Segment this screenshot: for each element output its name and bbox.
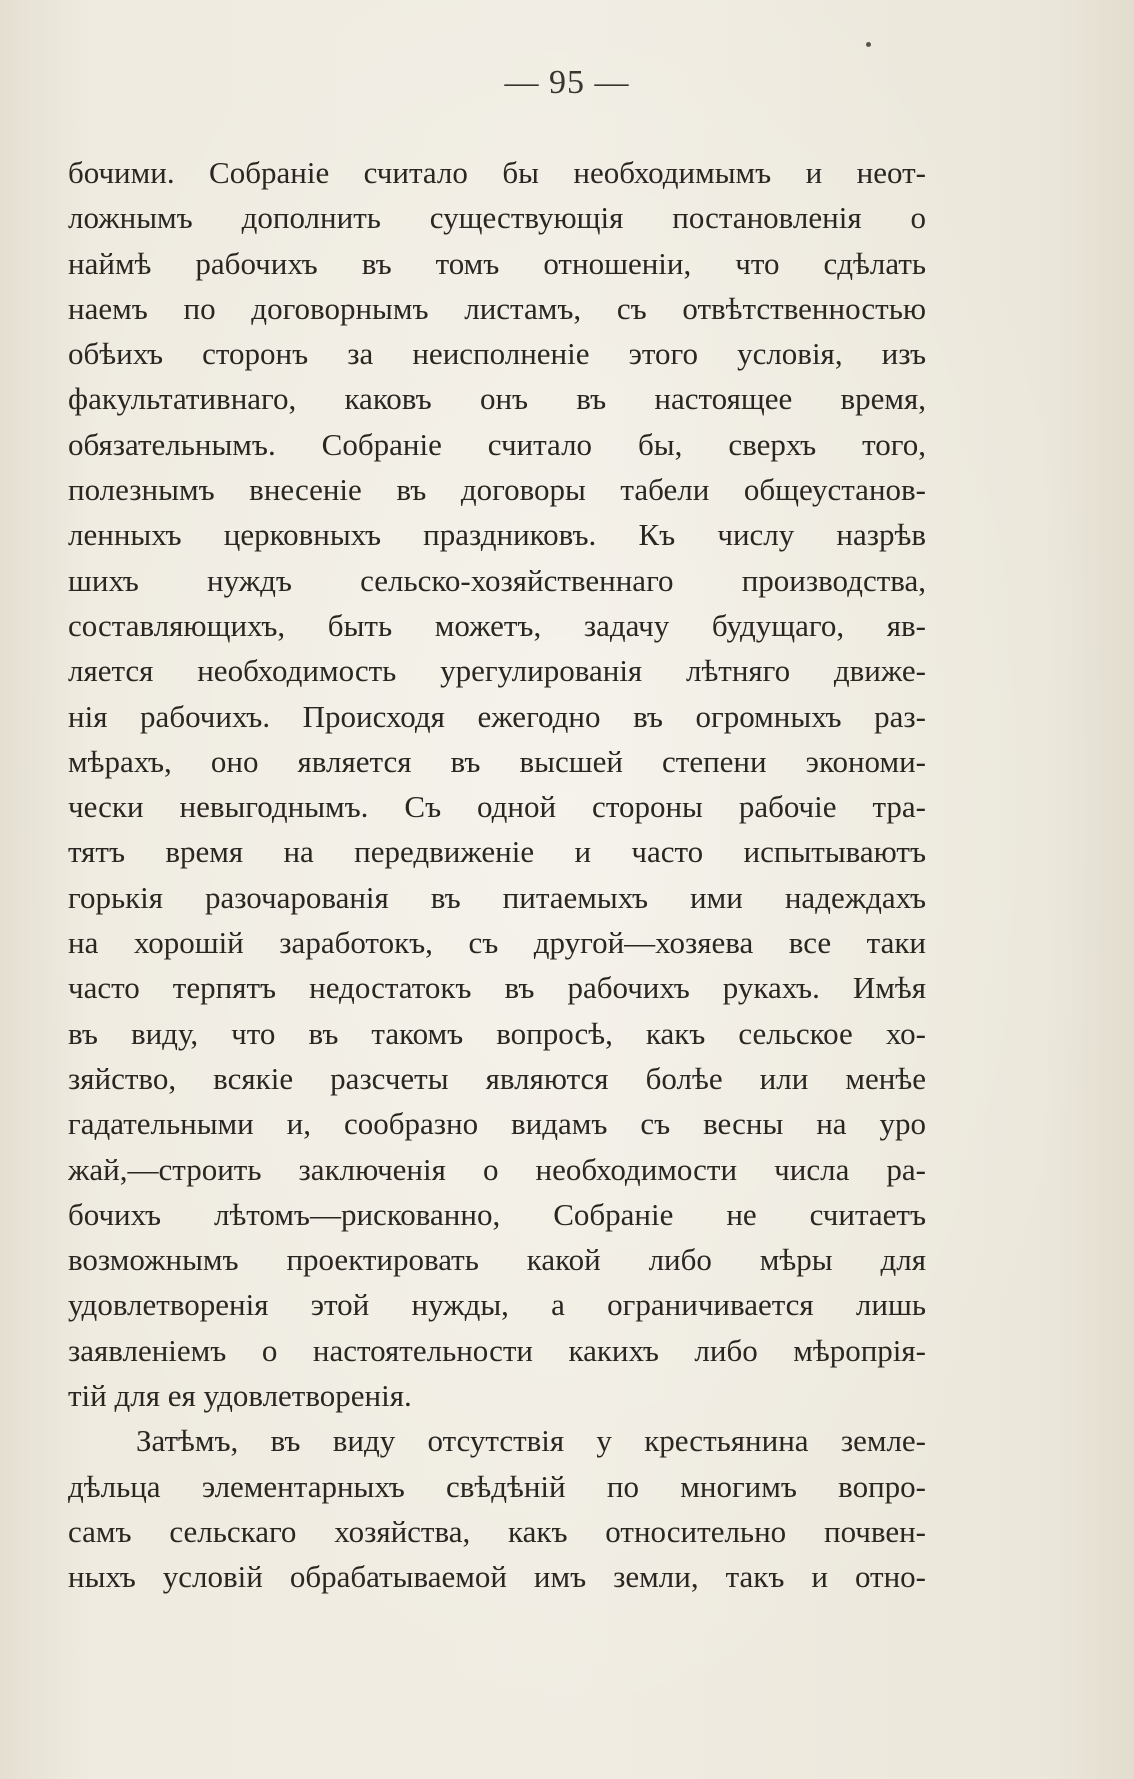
- text-line: обѣихъ сторонъ за неисполненіе этого условія, изъ: [68, 336, 926, 372]
- body-text: [68, 150, 926, 1600]
- text-line: факультативнаго, каковъ онъ въ настоящее время,: [68, 381, 926, 417]
- text-line: ленныхъ церковныхъ праздниковъ. Къ числу назрѣв: [68, 517, 926, 553]
- text-line: ныхъ условій обрабатываемой имъ земли, такъ и отно-: [68, 1559, 926, 1595]
- text-line: бочими. Собраніе считало бы необходимымъ и неот-: [68, 155, 926, 190]
- text-line: ложнымъ дополнить существующія постановленія о: [68, 200, 926, 236]
- text-line: чески невыгоднымъ. Съ одной стороны рабочіе тра-: [68, 789, 926, 825]
- text-line: бочихъ лѣтомъ—рискованно, Собраніе не считаетъ: [68, 1196, 926, 1232]
- text-line: въ виду, что въ такомъ вопросѣ, какъ сельское хо-: [68, 1015, 926, 1051]
- text-line: тятъ время на передвиженіе и часто испытываютъ: [68, 834, 926, 870]
- text-line: составляющихъ, быть можетъ, задачу будущаго, яв-: [68, 607, 926, 643]
- text-line: горькія разочарованія въ питаемыхъ ими надеждахъ: [68, 879, 926, 915]
- text-line: ляется необходимость урегулированія лѣтняго движе-: [68, 653, 926, 689]
- text-line: самъ сельскаго хозяйства, какъ относительно почвен-: [68, 1513, 926, 1549]
- text-line: мѣрахъ, оно является въ высшей степени экономи-: [68, 743, 926, 779]
- text-line: удовлетворенія этой нужды, а ограничивается лишь: [68, 1287, 926, 1323]
- text-line: наймѣ рабочихъ въ томъ отношеніи, что сдѣлать: [68, 245, 926, 281]
- text-line: тій для ея удовлетворенія.: [68, 1378, 412, 1414]
- text-line: возможнымъ проектировать какой либо мѣры для: [68, 1242, 926, 1278]
- text-line: гадательными и, сообразно видамъ съ весны на уро: [68, 1106, 926, 1142]
- text-line: обязательнымъ. Собраніе считало бы, сверхъ того,: [68, 426, 926, 462]
- text-line: Затѣмъ, въ виду отсутствія у крестьянина земле-: [136, 1423, 926, 1459]
- text-line: часто терпятъ недостатокъ въ рабочихъ рукахъ. Имѣя: [68, 970, 926, 1006]
- text-line: наемъ по договорнымъ листамъ, съ отвѣтственностью: [68, 290, 926, 326]
- text-line: полезнымъ внесеніе въ договоры табели общеустанов-: [68, 472, 926, 508]
- page-number: — 95 —: [504, 64, 630, 101]
- text-line: шихъ нуждъ сельско-хозяйственнаго производства,: [68, 562, 926, 598]
- ink-speck: [866, 42, 871, 47]
- text-line: жай,—строить заключенія о необходимости числа ра-: [68, 1151, 926, 1187]
- text-line: нія рабочихъ. Происходя ежегодно въ огромныхъ раз-: [68, 698, 926, 734]
- text-line: дѣльца элементарныхъ свѣдѣній по многимъ вопро-: [68, 1468, 926, 1504]
- text-line: зяйство, всякіе разсчеты являются болѣе или менѣе: [68, 1060, 926, 1096]
- text-line: на хорошій заработокъ, съ другой—хозяева все таки: [68, 925, 926, 961]
- text-line: заявленіемъ о настоятельности какихъ либо мѣропрія-: [68, 1332, 926, 1368]
